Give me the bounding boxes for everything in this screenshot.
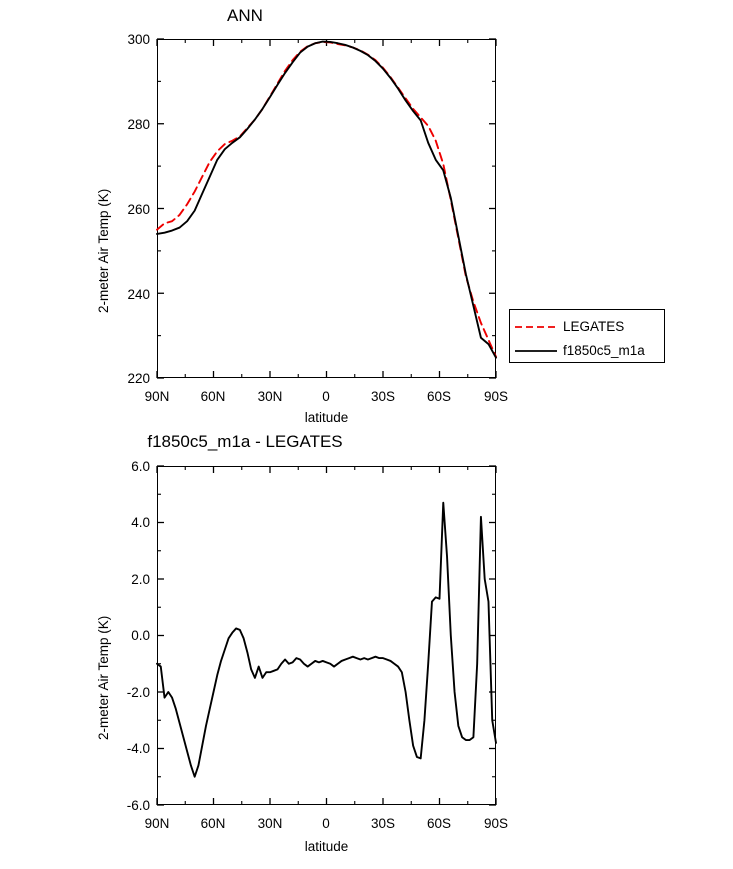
chart-svg-bottom xyxy=(0,430,733,869)
y-tick-label-bottom-neg4: -4.0 xyxy=(126,741,150,756)
x-axis-title-top: latitude xyxy=(304,410,349,425)
x-tick-label-bottom-30n: 30N xyxy=(257,816,283,831)
x-tick-label-bottom-90n: 90N xyxy=(144,816,170,831)
x-tick-label-top-90n: 90N xyxy=(144,389,170,404)
y-tick-label-bottom-0: 0.0 xyxy=(131,628,150,643)
legend-label-legates: LEGATES xyxy=(563,318,625,334)
legend-item-model xyxy=(515,341,645,359)
x-tick-label-top-0: 0 xyxy=(322,389,330,404)
x-tick-label-bottom-60n: 60N xyxy=(200,816,226,831)
chart-svg-top xyxy=(0,0,733,430)
y-tick-label-top-260: 260 xyxy=(127,202,150,217)
legend-swatch-solid-black xyxy=(515,349,557,351)
y-tick-label-top-300: 300 xyxy=(127,32,150,47)
x-tick-label-top-30n: 30N xyxy=(257,389,283,404)
y-tick-label-top-240: 240 xyxy=(127,287,150,302)
y-tick-label-top-280: 280 xyxy=(127,117,150,132)
y-tick-label-bottom-2: 2.0 xyxy=(131,572,150,587)
y-tick-label-bottom-neg2: -2.0 xyxy=(126,685,150,700)
x-tick-label-top-30s: 30S xyxy=(370,389,396,404)
series-line-1 xyxy=(157,503,496,777)
chart-panel-ann xyxy=(0,0,733,430)
x-tick-label-bottom-90s: 90S xyxy=(483,816,509,831)
y-axis-title-bottom: 2-meter Air Temp (K) xyxy=(96,615,111,740)
y-axis-title-top: 2-meter Air Temp (K) xyxy=(96,188,111,313)
y-tick-label-top-220: 220 xyxy=(127,371,150,386)
x-tick-label-bottom-30s: 30S xyxy=(370,816,396,831)
chart-title-bottom: f1850c5_m1a - LEGATES xyxy=(147,432,343,451)
x-tick-label-top-60s: 60S xyxy=(426,389,452,404)
chart-panel-diff xyxy=(0,430,733,869)
x-axis-title-bottom: latitude xyxy=(304,839,349,854)
y-tick-label-bottom-4: 4.0 xyxy=(131,515,150,530)
x-tick-label-top-60n: 60N xyxy=(200,389,226,404)
legend-swatch-dashed-red xyxy=(515,325,557,327)
y-tick-label-bottom-neg6: -6.0 xyxy=(126,798,150,813)
legend-item-legates xyxy=(515,317,624,335)
x-tick-label-bottom-60s: 60S xyxy=(426,816,452,831)
x-tick-label-bottom-0: 0 xyxy=(322,816,330,831)
chart-title-top: ANN xyxy=(227,6,263,25)
series-line-1 xyxy=(157,42,496,357)
y-tick-label-bottom-6: 6.0 xyxy=(131,459,150,474)
series-line-2 xyxy=(157,42,496,358)
x-tick-label-top-90s: 90S xyxy=(483,389,509,404)
legend-label-model: f1850c5_m1a xyxy=(563,342,645,358)
